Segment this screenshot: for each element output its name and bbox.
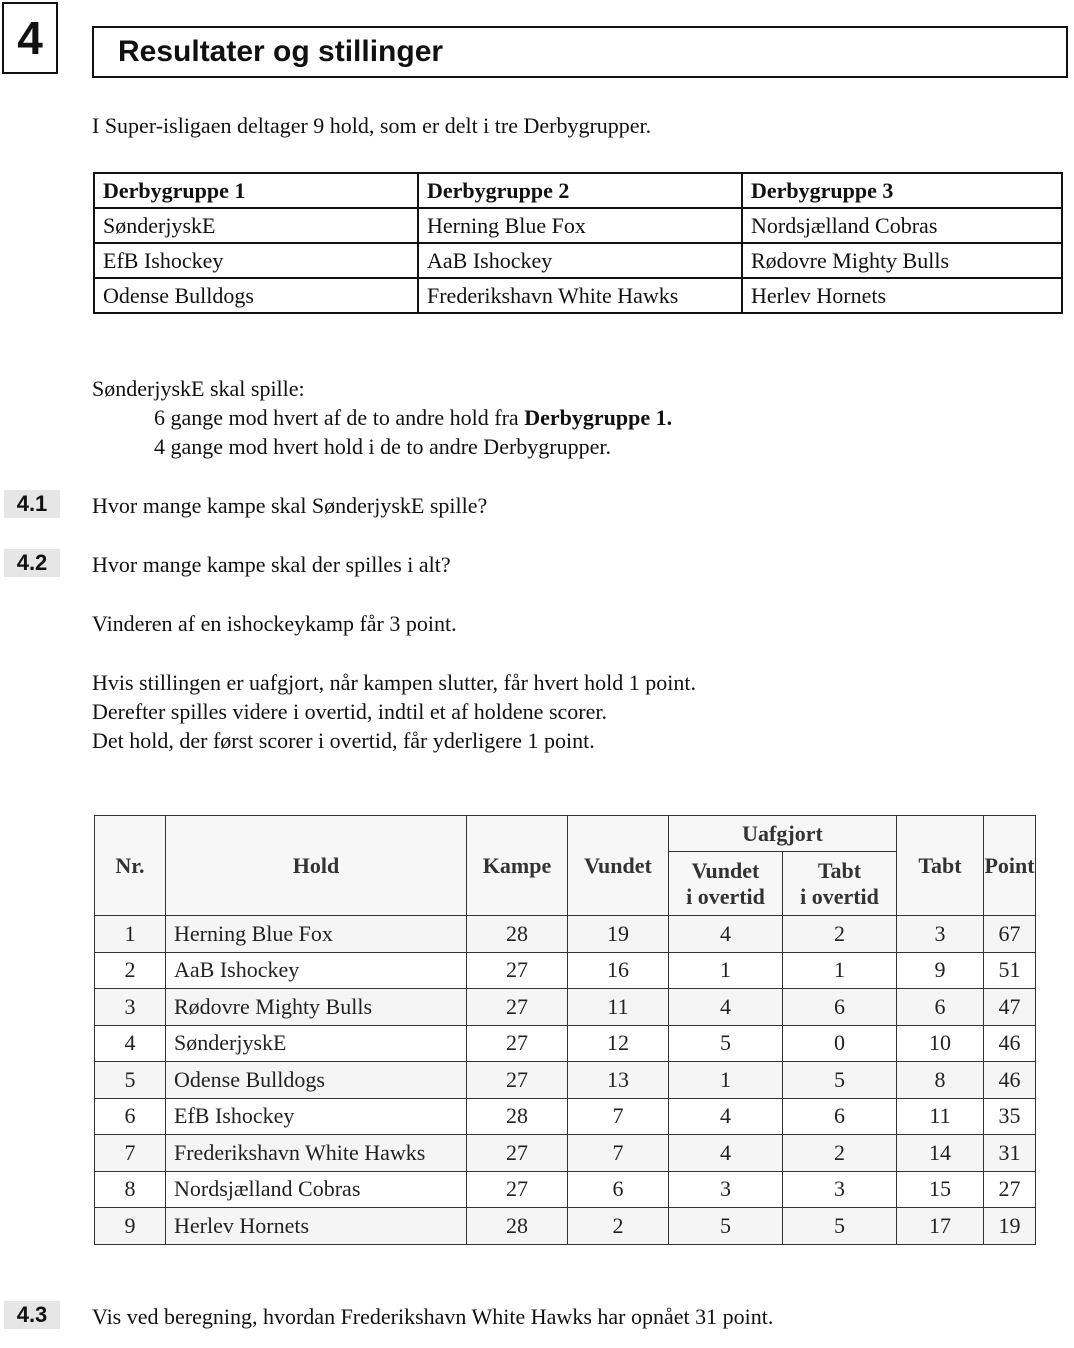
question-number-4-1: 4.1 — [4, 490, 60, 518]
cell-tabt: 15 — [897, 1171, 984, 1208]
col-tabt-overtid — [783, 852, 897, 916]
standings-row — [95, 1208, 1036, 1245]
cell-tabt: 9 — [897, 952, 984, 989]
schedule-line-1-text: 6 gange mod hvert af de to andre hold fra — [154, 405, 525, 430]
schedule-lead: SønderjyskE skal spille: — [92, 376, 305, 401]
cell-nr: 3 — [95, 989, 166, 1026]
cell-kampe: 28 — [467, 916, 568, 953]
cell-vundet: 2 — [568, 1208, 669, 1245]
cell-vundet-overtid: 5 — [669, 1208, 783, 1245]
col-tabt-overtid-line2: i overtid — [800, 883, 879, 909]
group-header: Derbygruppe 1 — [94, 173, 418, 208]
cell-vundet-overtid: 4 — [669, 1098, 783, 1135]
question-4-2: Hvor mange kampe skal der spilles i alt? — [92, 552, 451, 577]
intro-text: I Super-isligaen deltager 9 hold, som er delt i tre Derbygrupper. — [92, 113, 652, 138]
cell-team: Herning Blue Fox — [166, 916, 467, 953]
cell-vundet-overtid: 4 — [669, 1135, 783, 1172]
cell-tabt-overtid: 2 — [783, 1135, 897, 1172]
question-number-4-2: 4.2 — [4, 549, 60, 577]
cell-nr: 5 — [95, 1062, 166, 1099]
col-vundet-overtid — [669, 852, 783, 916]
cell-vundet: 13 — [568, 1062, 669, 1099]
derby-groups-table — [93, 172, 1063, 314]
cell-tabt-overtid: 5 — [783, 1208, 897, 1245]
cell-tabt-overtid: 1 — [783, 952, 897, 989]
col-vundet-overtid-line1: Vundet — [691, 857, 760, 883]
cell-team: Frederikshavn White Hawks — [166, 1135, 467, 1172]
cell-kampe: 27 — [467, 1135, 568, 1172]
group-team: Frederikshavn White Hawks — [418, 278, 742, 313]
cell-tabt-overtid: 6 — [783, 1098, 897, 1135]
cell-tabt-overtid: 0 — [783, 1025, 897, 1062]
col-hold: Hold — [166, 816, 467, 916]
cell-team: Odense Bulldogs — [166, 1062, 467, 1099]
cell-vundet: 11 — [568, 989, 669, 1026]
cell-tabt-overtid: 6 — [783, 989, 897, 1026]
group-team: Nordsjælland Cobras — [742, 208, 1062, 243]
standings-row — [95, 1062, 1036, 1099]
group-team: Odense Bulldogs — [94, 278, 418, 313]
groups-row — [94, 208, 1062, 243]
standings-row — [95, 1135, 1036, 1172]
col-kampe: Kampe — [467, 816, 568, 916]
cell-nr: 8 — [95, 1171, 166, 1208]
col-tabt-overtid-line1: Tabt — [817, 857, 862, 883]
cell-vundet-overtid: 4 — [669, 989, 783, 1026]
cell-kampe: 27 — [467, 952, 568, 989]
question-number-4-3: 4.3 — [4, 1301, 60, 1329]
cell-point: 27 — [984, 1171, 1036, 1208]
schedule-line-1 — [92, 403, 672, 432]
cell-nr: 7 — [95, 1135, 166, 1172]
cell-tabt: 8 — [897, 1062, 984, 1099]
cell-point: 35 — [984, 1098, 1036, 1135]
question-4-3: Vis ved beregning, hvordan Frederikshavn White Hawks har opnået 31 point. — [92, 1304, 774, 1329]
standings-header-row-top — [95, 816, 1036, 852]
standings-row — [95, 952, 1036, 989]
cell-tabt: 17 — [897, 1208, 984, 1245]
rule-win: Vinderen af en ishockeykamp får 3 point. — [92, 611, 457, 636]
cell-team: Nordsjælland Cobras — [166, 1171, 467, 1208]
cell-point: 67 — [984, 916, 1036, 953]
standings-table — [94, 815, 1036, 1245]
cell-nr: 1 — [95, 916, 166, 953]
standings-body — [95, 916, 1036, 1245]
col-vundet: Vundet — [568, 816, 669, 916]
groups-row — [94, 278, 1062, 313]
group-header: Derbygruppe 3 — [742, 173, 1062, 208]
cell-kampe: 27 — [467, 1025, 568, 1062]
cell-team: AaB Ishockey — [166, 952, 467, 989]
cell-team: Herlev Hornets — [166, 1208, 467, 1245]
group-team: AaB Ishockey — [418, 243, 742, 278]
col-vundet-overtid-line2: i overtid — [686, 883, 765, 909]
question-4-1: Hvor mange kampe skal SønderjyskE spille? — [92, 493, 488, 518]
cell-point: 47 — [984, 989, 1036, 1026]
cell-kampe: 28 — [467, 1208, 568, 1245]
cell-kampe: 28 — [467, 1098, 568, 1135]
section-title: Resultater og stillinger — [92, 26, 1068, 78]
schedule-line-2: 4 gange mod hvert hold i de to andre Derbygrupper. — [154, 434, 611, 459]
cell-tabt-overtid: 3 — [783, 1171, 897, 1208]
cell-team: Rødovre Mighty Bulls — [166, 989, 467, 1026]
cell-kampe: 27 — [467, 1062, 568, 1099]
cell-nr: 2 — [95, 952, 166, 989]
cell-tabt: 6 — [897, 989, 984, 1026]
cell-nr: 4 — [95, 1025, 166, 1062]
cell-team: SønderjyskE — [166, 1025, 467, 1062]
standings-row — [95, 916, 1036, 953]
cell-tabt: 3 — [897, 916, 984, 953]
cell-point: 51 — [984, 952, 1036, 989]
cell-nr: 9 — [95, 1208, 166, 1245]
col-point: Point — [984, 816, 1036, 916]
cell-vundet-overtid: 4 — [669, 916, 783, 953]
standings-row — [95, 989, 1036, 1026]
cell-vundet: 6 — [568, 1171, 669, 1208]
cell-team: EfB Ishockey — [166, 1098, 467, 1135]
rule-draw-2: Derefter spilles videre i overtid, indtil et af holdene scorer. — [92, 699, 607, 724]
cell-tabt: 11 — [897, 1098, 984, 1135]
schedule-line-1-bold: Derbygruppe 1. — [524, 405, 673, 430]
cell-vundet-overtid: 3 — [669, 1171, 783, 1208]
col-nr: Nr. — [95, 816, 166, 916]
col-uafgjort: Uafgjort — [669, 816, 897, 852]
standings-row — [95, 1025, 1036, 1062]
groups-header-row — [94, 173, 1062, 208]
cell-tabt-overtid: 2 — [783, 916, 897, 953]
cell-vundet-overtid: 5 — [669, 1025, 783, 1062]
cell-nr: 6 — [95, 1098, 166, 1135]
group-team: EfB Ishockey — [94, 243, 418, 278]
cell-point: 19 — [984, 1208, 1036, 1245]
cell-vundet: 12 — [568, 1025, 669, 1062]
cell-tabt-overtid: 5 — [783, 1062, 897, 1099]
cell-point: 31 — [984, 1135, 1036, 1172]
group-header: Derbygruppe 2 — [418, 173, 742, 208]
cell-tabt: 10 — [897, 1025, 984, 1062]
cell-vundet: 16 — [568, 952, 669, 989]
cell-point: 46 — [984, 1062, 1036, 1099]
schedule-block — [92, 374, 672, 461]
rule-draw-1: Hvis stillingen er uafgjort, når kampen slutter, får hvert hold 1 point. — [92, 670, 696, 695]
cell-kampe: 27 — [467, 989, 568, 1026]
standings-row — [95, 1171, 1036, 1208]
group-team: Herlev Hornets — [742, 278, 1062, 313]
cell-vundet: 7 — [568, 1135, 669, 1172]
cell-vundet-overtid: 1 — [669, 952, 783, 989]
rule-draw-3: Det hold, der først scorer i overtid, får yderligere 1 point. — [92, 728, 595, 753]
rule-draw-block — [92, 668, 696, 755]
section-number: 4 — [2, 2, 58, 74]
cell-point: 46 — [984, 1025, 1036, 1062]
groups-row — [94, 243, 1062, 278]
cell-tabt: 14 — [897, 1135, 984, 1172]
cell-vundet-overtid: 1 — [669, 1062, 783, 1099]
group-team: Herning Blue Fox — [418, 208, 742, 243]
standings-row — [95, 1098, 1036, 1135]
cell-kampe: 27 — [467, 1171, 568, 1208]
group-team: SønderjyskE — [94, 208, 418, 243]
col-tabt: Tabt — [897, 816, 984, 916]
group-team: Rødovre Mighty Bulls — [742, 243, 1062, 278]
cell-vundet: 7 — [568, 1098, 669, 1135]
cell-vundet: 19 — [568, 916, 669, 953]
